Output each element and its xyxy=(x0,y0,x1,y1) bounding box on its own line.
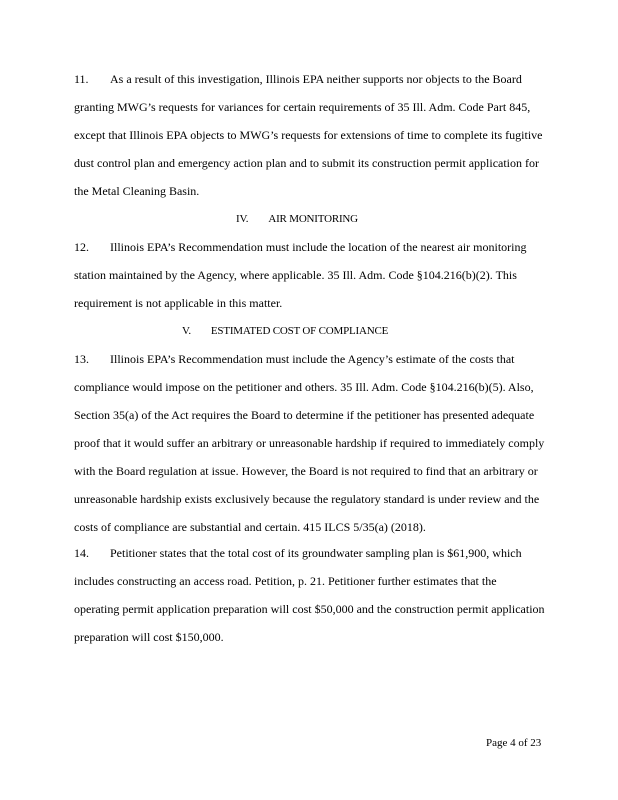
paragraph-14-line-1 xyxy=(74,546,522,560)
paragraph-number: 13. xyxy=(74,352,89,366)
section-number: V. xyxy=(182,325,191,337)
paragraph-11-line-1 xyxy=(74,72,522,86)
paragraph-11-line-5: the Metal Cleaning Basin. xyxy=(74,184,200,198)
paragraph-text: As a result of this investigation, Illinois EPA neither supports nor objects to the Board xyxy=(110,72,522,86)
paragraph-number: 12. xyxy=(74,240,89,254)
paragraph-13-line-5: with the Board regulation at issue. However, the Board is not required to find that an arbitrary or xyxy=(74,464,538,478)
paragraph-13-line-3: Section 35(a) of the Act requires the Board to determine if the petitioner has presented adequate xyxy=(74,408,535,422)
paragraph-11-line-3: except that Illinois EPA objects to MWG’s requests for extensions of time to complete its fugitive xyxy=(74,128,543,142)
paragraph-13-line-6: unreasonable hardship exists exclusively because the regulatory standard is under review and the xyxy=(74,492,540,506)
paragraph-11-line-2: granting MWG’s requests for variances for certain requirements of 35 Ill. Adm. Code Part 845, xyxy=(74,100,531,114)
paragraph-12-line-1 xyxy=(74,240,526,254)
page-number-footer: Page 4 of 23 xyxy=(486,737,542,749)
paragraph-12-line-2: station maintained by the Agency, where applicable. 35 Ill. Adm. Code §104.216(b)(2). This xyxy=(74,268,517,282)
paragraph-number: 14. xyxy=(74,546,89,560)
paragraph-13-line-7: costs of compliance are substantial and certain. 415 ILCS 5/35(a) (2018). xyxy=(74,520,426,534)
paragraph-14-line-3: operating permit application preparation will cost $50,000 and the construction permit application xyxy=(74,602,545,616)
section-heading-v xyxy=(182,324,388,338)
paragraph-text: Petitioner states that the total cost of its groundwater sampling plan is $61,900, which xyxy=(110,546,522,560)
paragraph-number: 11. xyxy=(74,72,89,86)
paragraph-text: Illinois EPA’s Recommendation must include the Agency’s estimate of the costs that xyxy=(110,352,515,366)
paragraph-14-line-4: preparation will cost $150,000. xyxy=(74,630,224,644)
paragraph-12-line-3: requirement is not applicable in this matter. xyxy=(74,296,283,310)
section-title: AIR MONITORING xyxy=(268,213,358,225)
paragraph-text: Illinois EPA’s Recommendation must include the location of the nearest air monitoring xyxy=(110,240,527,254)
paragraph-11-line-4: dust control plan and emergency action plan and to submit its construction permit application for xyxy=(74,156,539,170)
paragraph-14-line-2: includes constructing an access road. Petition, p. 21. Petitioner further estimates that the xyxy=(74,574,497,588)
section-heading-iv xyxy=(236,212,358,226)
paragraph-13-line-1 xyxy=(74,352,515,366)
section-title: ESTIMATED COST OF COMPLIANCE xyxy=(210,325,389,337)
paragraph-13-line-2: compliance would impose on the petitioner and others. 35 Ill. Adm. Code §104.216(b)(5). Also, xyxy=(74,380,534,394)
paragraph-13-line-4: proof that it would suffer an arbitrary or unreasonable hardship if required to immediately comply xyxy=(74,436,545,450)
section-number: IV. xyxy=(236,213,249,225)
